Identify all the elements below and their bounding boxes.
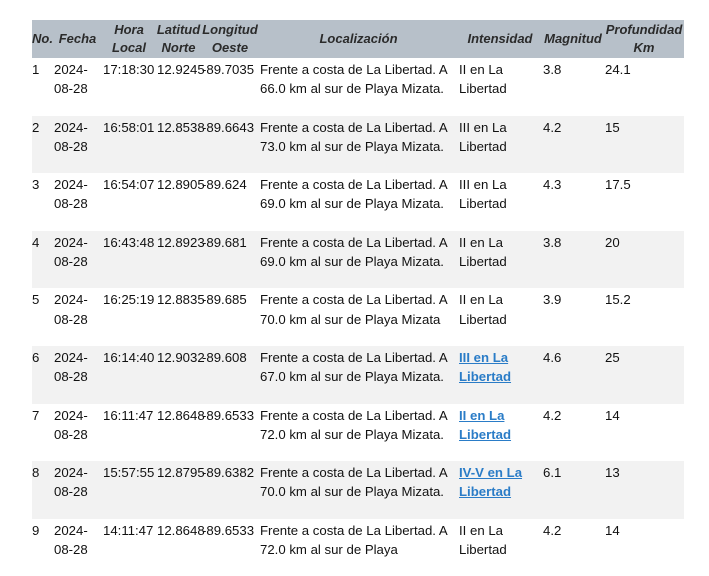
cell-magnitud: 4.3 [543, 177, 562, 193]
cell-magnitud: 4.2 [543, 407, 562, 423]
table-row [32, 231, 684, 289]
cell-intensidad: III en La Libertad [459, 177, 507, 212]
table-row [32, 288, 684, 346]
cell-latitud: 12.8905 [157, 177, 205, 193]
header-magnitud: Magnitud [542, 20, 604, 58]
header-intensidad: Intensidad [458, 20, 542, 58]
cell-profundidad: 13 [605, 465, 620, 481]
cell-latitud: 12.8923 [157, 234, 205, 250]
table-row [32, 58, 684, 116]
cell-profundidad: 14 [605, 407, 620, 423]
cell-no: 5 [32, 292, 40, 308]
intensity-link[interactable]: IV-V en La Libertad [459, 465, 523, 500]
cell-profundidad: 15.2 [605, 292, 631, 308]
cell-no: 6 [32, 349, 40, 365]
cell-intensidad: II en La Libertad [459, 62, 507, 97]
cell-no: 4 [32, 234, 40, 250]
earthquake-table [32, 20, 684, 576]
cell-longitud: -89.624 [202, 177, 247, 193]
cell-hora: 16:11:47 [103, 407, 154, 423]
cell-intensidad [458, 346, 542, 404]
cell-profundidad: 17.5 [605, 177, 631, 193]
cell-fecha: 2024- 08-28 [54, 465, 88, 500]
cell-hora: 16:54:07 [103, 177, 155, 193]
table-row [32, 404, 684, 462]
cell-fecha: 2024- 08-28 [54, 119, 88, 154]
cell-longitud: -89.6382 [202, 465, 255, 481]
cell-latitud: 12.8795 [157, 465, 205, 481]
cell-profundidad: 15 [605, 119, 620, 135]
cell-magnitud: 4.6 [543, 349, 562, 365]
cell-hora: 17:18:30 [103, 62, 155, 77]
cell-longitud: -89.6533 [202, 407, 255, 423]
cell-latitud: 12.8648 [157, 522, 205, 538]
header-no: No. [32, 20, 53, 58]
cell-longitud: -89.6533 [202, 522, 255, 538]
cell-latitud: 12.8835 [157, 292, 205, 308]
cell-profundidad: 20 [605, 234, 620, 250]
header-localizacion: Localización [259, 20, 458, 58]
cell-hora: 16:25:19 [103, 292, 155, 308]
cell-longitud: -89.685 [202, 292, 247, 308]
cell-localizacion: Frente a costa de La Libertad. A 72.0 km al sur de Playa [260, 522, 447, 558]
table-body [32, 58, 684, 576]
cell-fecha: 2024- 08-28 [54, 522, 88, 558]
cell-intensidad [458, 461, 542, 519]
table-row [32, 116, 684, 174]
cell-hora: 16:58:01 [103, 119, 155, 135]
cell-hora: 16:43:48 [103, 234, 155, 250]
cell-profundidad: 25 [605, 349, 620, 365]
cell-hora: 14:11:47 [103, 522, 154, 538]
cell-localizacion: Frente a costa de La Libertad. A 69.0 km al sur de Playa Mizata. [260, 234, 447, 270]
cell-no: 7 [32, 407, 40, 423]
table-header-row [32, 20, 684, 58]
cell-longitud: -89.681 [202, 234, 247, 250]
cell-longitud: -89.7035 [202, 62, 255, 77]
cell-localizacion: Frente a costa de La Libertad. A 73.0 km al sur de Playa Mizata. [260, 119, 447, 154]
cell-localizacion: Frente a costa de La Libertad. A 69.0 km al sur de Playa Mizata. [260, 177, 447, 212]
table-row [32, 346, 684, 404]
intensity-link[interactable]: III en La Libertad [459, 349, 512, 385]
cell-no: 3 [32, 177, 40, 193]
table-row [32, 519, 684, 576]
cell-magnitud: 3.9 [543, 292, 562, 308]
cell-localizacion: Frente a costa de La Libertad. A 66.0 km al sur de Playa Mizata. [260, 62, 447, 97]
cell-magnitud: 4.2 [543, 119, 562, 135]
cell-latitud: 12.9245 [157, 62, 205, 77]
cell-longitud: -89.608 [202, 349, 247, 365]
earthquake-table-container [32, 20, 684, 576]
cell-intensidad: III en La Libertad [459, 119, 507, 154]
cell-latitud: 12.9032 [157, 349, 205, 365]
header-longitud: Longitud Oeste [201, 20, 259, 58]
cell-intensidad: II en La Libertad [459, 522, 507, 558]
cell-profundidad: 14 [605, 522, 620, 538]
cell-profundidad: 24.1 [605, 62, 631, 77]
cell-no: 8 [32, 465, 40, 481]
cell-fecha: 2024- 08-28 [54, 177, 88, 212]
cell-magnitud: 3.8 [543, 62, 562, 77]
cell-localizacion: Frente a costa de La Libertad. A 70.0 km al sur de Playa Mizata [260, 292, 447, 327]
header-hora: Hora Local [102, 20, 156, 58]
cell-magnitud: 4.2 [543, 522, 562, 538]
cell-localizacion: Frente a costa de La Libertad. A 67.0 km al sur de Playa Mizata. [260, 349, 447, 385]
cell-fecha: 2024- 08-28 [54, 292, 88, 327]
cell-no: 9 [32, 522, 40, 538]
cell-latitud: 12.8648 [157, 407, 205, 423]
cell-hora: 15:57:55 [103, 465, 155, 481]
cell-intensidad: II en La Libertad [459, 292, 507, 327]
cell-fecha: 2024- 08-28 [54, 62, 88, 97]
cell-localizacion: Frente a costa de La Libertad. A 72.0 km al sur de Playa Mizata. [260, 407, 447, 442]
cell-no: 1 [32, 62, 40, 77]
cell-fecha: 2024- 08-28 [54, 407, 88, 442]
cell-magnitud: 3.8 [543, 234, 562, 250]
cell-localizacion: Frente a costa de La Libertad. A 70.0 km al sur de Playa Mizata. [260, 465, 447, 500]
header-fecha: Fecha [53, 20, 102, 58]
cell-no: 2 [32, 119, 40, 135]
intensity-link[interactable]: II en La Libertad [459, 407, 512, 442]
cell-intensidad [458, 404, 542, 462]
cell-fecha: 2024- 08-28 [54, 349, 88, 385]
cell-latitud: 12.8538 [157, 119, 205, 135]
table-row [32, 173, 684, 231]
cell-longitud: -89.6643 [202, 119, 255, 135]
cell-intensidad: II en La Libertad [459, 234, 507, 270]
header-latitud: Latitud Norte [156, 20, 201, 58]
cell-hora: 16:14:40 [103, 349, 155, 365]
table-row [32, 461, 684, 519]
header-profundidad: Profundidad Km [604, 20, 684, 58]
cell-magnitud: 6.1 [543, 465, 562, 481]
cell-fecha: 2024- 08-28 [54, 234, 88, 270]
